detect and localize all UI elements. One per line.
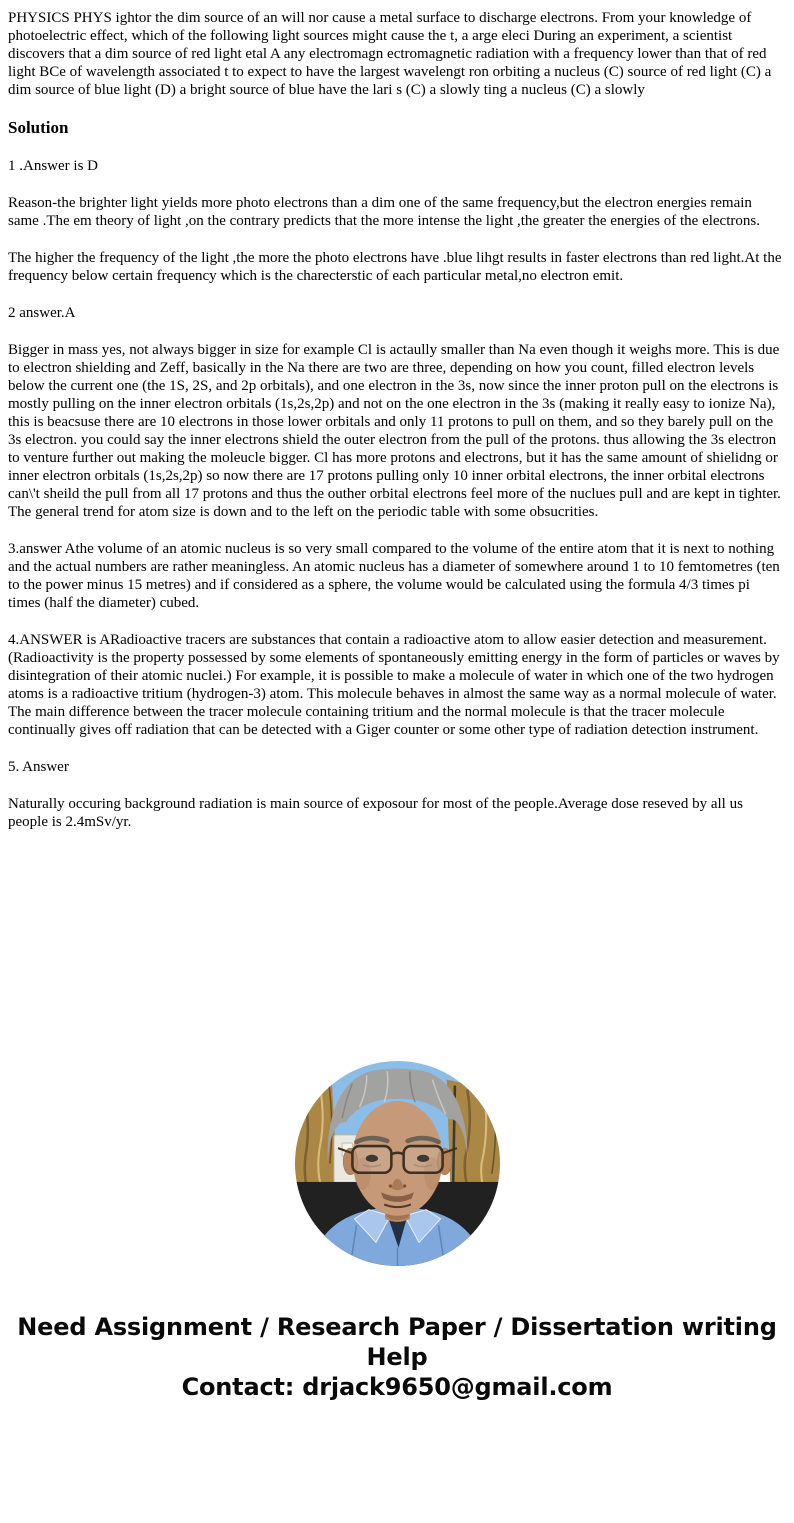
answer-3-paragraph-1: 3.answer Athe volume of an atomic nucleus is so very small compared to the volume of the entire atom that it is next to nothing and the actual numbers are rather meaningless. An atomic nucleus has a diameter of somewhere around 1 to 10 femtometres (ten to the power minus 15 metres) and if considered as a sphere, the volume would be calculated using the formula 4/3 times pi times (half the diameter) cubed.	[8, 541, 780, 611]
footer-banner	[0, 1312, 794, 1402]
answer-1-paragraph-1: Reason-the brighter light yields more photo electrons than a dim one of the same frequency,but the electron energies remain same .The em theory of light ,on the contrary predicts that the more intense the light ,the greater the energies of the electrons.	[8, 195, 760, 229]
tutor-photo-container	[295, 1061, 500, 1266]
answer-1-paragraph-2: The higher the frequency of the light ,the more the photo electrons have .blue lihgt results in faster electrons than red light.At the frequency below certain frequency which is the charecterstic of each particular metal,no electron emit.	[8, 250, 782, 284]
question-paragraph: PHYSICS PHYS ightor the dim source of an will nor cause a metal surface to discharge electrons. From your knowledge of photoelectric effect, which of the following light sources might cause the t, a arge eleci During an experiment, a scientist discovers that a dim source of red light etal A any electromagn ectromagnetic radiation with a frequency lower than that of red light BCe of wavelength associated t to expect to have the largest wavelengt ron orbiting a nucleus (C) source of red light (C) a dim source of blue light (D) a bright source of blue have the lari s (C) a slowly ting a nucleus (C) a slowly	[8, 10, 772, 98]
answer-5-paragraph-1: Naturally occuring background radiation is main source of exposour for most of the people.Average dose reseved by all us people is 2.4mSv/yr.	[8, 796, 743, 830]
answer-1-label: 1 .Answer is D	[8, 158, 98, 174]
answer-2-paragraph-1: Bigger in mass yes, not always bigger in size for example Cl is actaully smaller than Na even though it weighs more. This is due to electron shielding and Zeff, basically in the Na there are two are three, depending on how you count, filled electron levels below the current one (the 1S, 2S, and 2p orbitals), and one electron in the 3s, now since the inner proton pull on the electrons is mostly pulling on the inner electron orbitals (1s,2s,2p) and not on the one electron in the 3s (making it really easy to ionize Na), this is beacsuse there are 10 electrons in those lower orbitals and only 11 protons to pull on them, and so they barely pull on the 3s electron. you could say the inner electrons shield the outer electron from the pull of the protons. thus allowing the 3s electron to venture further out making the moleucle bigger. Cl has more protons and electrons, but it has the same amount of shielidng or inner electron orbitals (1s,2s,2p) so now there are 17 protons pulling only 10 inner orbital electrons, the inner orbital electrons can\'t sheild the pull from all 17 protons and thus the outher orbital electrons feel more of the nuclues pull and are kept in tighter. The general trend for atom size is down and to the left on the periodic table with some obsucrities.	[8, 342, 781, 520]
answer-2-label: 2 answer.A	[8, 305, 76, 321]
solution-heading: Solution	[8, 118, 69, 137]
footer-headline: Need Assignment / Research Paper / Dissertation writing Help	[17, 1313, 777, 1371]
answer-5-label: 5. Answer	[8, 759, 69, 775]
tutor-photo	[295, 1061, 500, 1266]
footer-contact-email: Contact: drjack9650@gmail.com	[181, 1373, 613, 1401]
answer-4-paragraph-1: 4.ANSWER is ARadioactive tracers are substances that contain a radioactive atom to allow easier detection and measurement. (Radioactivity is the property possessed by some elements of spontaneously emitting energy in the form of particles or waves by disintegration of their atomic nuclei.) For example, it is possible to make a molecule of water in which one of the two hydrogen atoms is a radioactive tritium (hydrogen-3) atom. This molecule behaves in almost the same way as a normal molecule of water. The main difference between the tracer molecule containing tritium and the normal molecule is that the tracer molecule continually gives off radiation that can be detected with a Giger counter or some other type of radiation detection instrument.	[8, 632, 780, 738]
